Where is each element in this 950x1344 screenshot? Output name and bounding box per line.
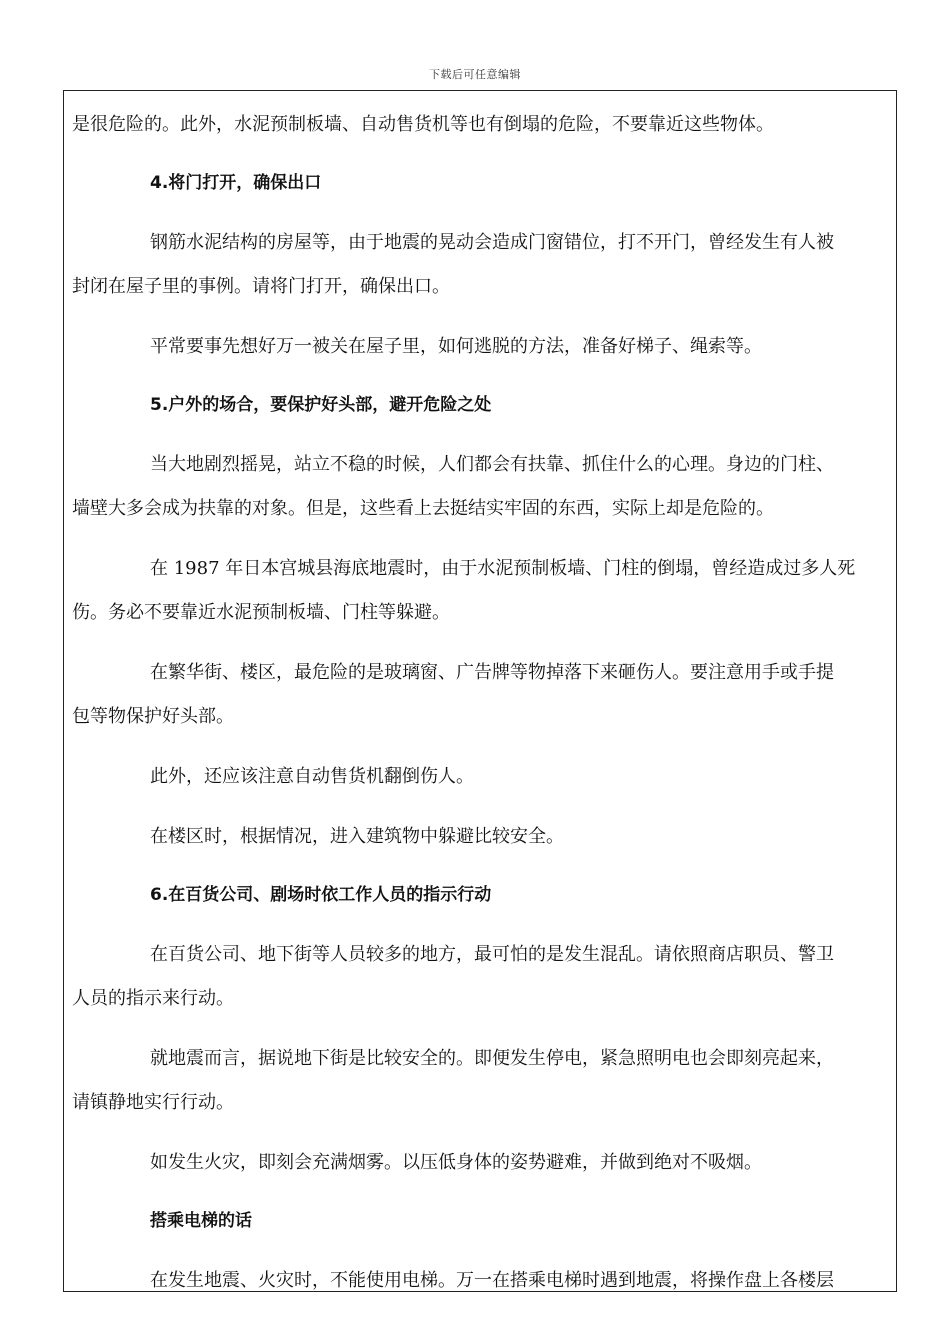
paragraph-line: 包等物保护好头部。: [72, 706, 234, 727]
paragraph-line: 在发生地震、火灾时，不能使用电梯。万一在搭乘电梯时遇到地震，将操作盘上各楼层: [150, 1270, 834, 1291]
paragraph-line: 如发生火灾，即刻会充满烟雾。以压低身体的姿势避难，并做到绝对不吸烟。: [150, 1152, 762, 1173]
paragraph-continuation: [72, 591, 884, 635]
paragraph: [72, 1037, 884, 1081]
paragraph-line: 钢筋水泥结构的房屋等，由于地震的晃动会造成门窗错位，打不开门，曾经发生有人被: [150, 232, 834, 253]
paragraph-continuation: [72, 695, 884, 739]
heading-text: 6.在百货公司、剧场时依工作人员的指示行动: [150, 885, 492, 905]
heading-text: 5.户外的场合，要保护好头部，避开危险之处: [150, 395, 492, 415]
paragraph-continuation: [72, 265, 884, 309]
heading-text: 4.将门打开，确保出口: [150, 173, 322, 193]
paragraph-continuation: [72, 1081, 884, 1125]
paragraph: [72, 221, 884, 265]
paragraph-continuation: [72, 487, 884, 531]
paragraph-line: 在 1987 年日本宫城县海底地震时，由于水泥预制板墙、门柱的倒塌，曾经造成过多人死: [150, 558, 856, 579]
paragraph-line: 就地震而言，据说地下街是比较安全的。即便发生停电，紧急照明电也会即刻亮起来，: [150, 1048, 834, 1069]
paragraph-line: 人员的指示来行动。: [72, 988, 234, 1009]
paragraph: [72, 1141, 884, 1185]
paragraph-line: 请镇静地实行行动。: [72, 1092, 234, 1113]
paragraph: [72, 1259, 884, 1292]
paragraph-line: 平常要事先想好万一被关在屋子里，如何逃脱的方法，准备好梯子、绳索等。: [150, 336, 762, 357]
section-heading-6: [72, 873, 884, 917]
paragraph-line: 墙壁大多会成为扶靠的对象。但是，这些看上去挺结实牢固的东西，实际上却是危险的。: [72, 498, 774, 519]
paragraph: [72, 443, 884, 487]
section-heading-5: [72, 383, 884, 427]
paragraph: [72, 815, 884, 859]
paragraph-line: 在繁华街、楼区，最危险的是玻璃窗、广告牌等物掉落下来砸伤人。要注意用手或手提: [150, 662, 834, 683]
paragraph-continuation: [72, 977, 884, 1021]
page-header: 下载后可任意编辑: [429, 68, 521, 81]
paragraph-line: 在百货公司、地下街等人员较多的地方，最可怕的是发生混乱。请依照商店职员、警卫: [150, 944, 834, 965]
paragraph-line: 此外，还应该注意自动售货机翻倒伤人。: [150, 766, 474, 787]
paragraph-line: 伤。务必不要靠近水泥预制板墙、门柱等躲避。: [72, 602, 450, 623]
paragraph-line: 是很危险的。此外，水泥预制板墙、自动售货机等也有倒塌的危险，不要靠近这些物体。: [72, 114, 774, 135]
paragraph-line: 封闭在屋子里的事例。请将门打开，确保出口。: [72, 276, 450, 297]
paragraph-line: 在楼区时，根据情况，进入建筑物中躲避比较安全。: [150, 826, 564, 847]
paragraph: [72, 651, 884, 695]
section-heading-elevator: [72, 1199, 884, 1243]
paragraph: [72, 547, 884, 591]
paragraph: [72, 933, 884, 977]
section-heading-4: [72, 161, 884, 205]
paragraph: [72, 325, 884, 369]
document-frame: [63, 90, 897, 1292]
heading-text: 搭乘电梯的话: [150, 1211, 252, 1231]
paragraph: [72, 755, 884, 799]
paragraph-line: 当大地剧烈摇晃，站立不稳的时候，人们都会有扶靠、抓住什么的心理。身边的门柱、: [150, 454, 834, 475]
paragraph: [72, 103, 884, 147]
